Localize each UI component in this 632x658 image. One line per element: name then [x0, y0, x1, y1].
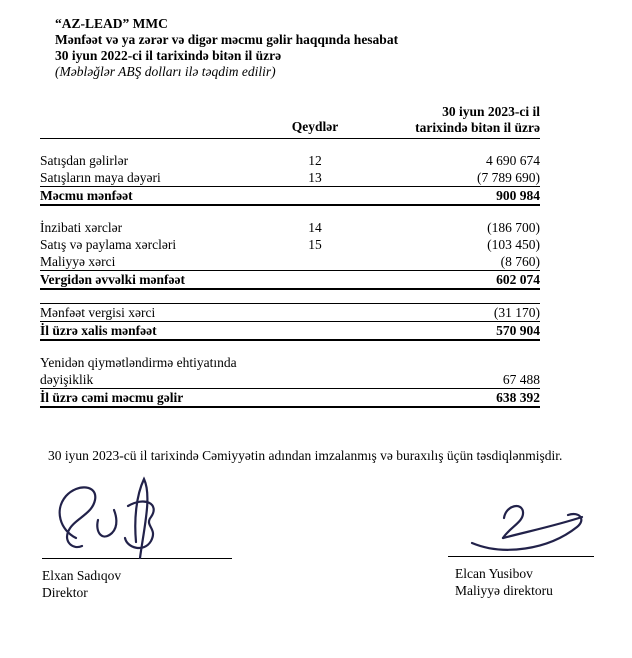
row-amount: 638 392: [496, 390, 540, 405]
approval-statement: 30 iyun 2023-cü il tarixində Cəmiyyətin adından imzalanmış və buraxılış üçün təsdiqlənmişdir.: [48, 448, 563, 463]
table-spacer: [40, 290, 540, 303]
signatory-name: Elcan Yusibov: [455, 566, 533, 581]
table-row: [40, 303, 540, 321]
row-amount: (186 700): [487, 220, 540, 235]
table-row-total: [40, 270, 540, 290]
table-row: [40, 253, 540, 270]
signatory-title: Direktor: [42, 585, 88, 600]
row-label: Satış və paylama xərcləri: [40, 237, 177, 252]
report-title: Mənfəət və ya zərər və digər məcmu gəlir haqqında hesabat: [55, 32, 399, 47]
row-label: Maliyyə xərci: [40, 254, 116, 269]
table-spacer: [40, 341, 540, 354]
period-column-header: [370, 104, 540, 135]
signature-line: [42, 558, 232, 559]
row-label: İnzibati xərclər: [40, 220, 123, 235]
signature-icon: [42, 474, 202, 566]
row-amount: 4 690 674: [486, 153, 540, 168]
row-label: Vergidən əvvəlki mənfəət: [40, 272, 185, 287]
row-amount: 900 984: [496, 188, 540, 203]
row-label: İl üzrə cəmi məcmu gəlir: [40, 390, 184, 405]
signature-line: [448, 556, 594, 557]
row-note: 15: [308, 237, 322, 252]
table-row: [40, 371, 540, 388]
report-header: [0, 0, 632, 80]
table-spacer: [40, 206, 540, 219]
table-row: [40, 152, 540, 169]
signatory-name: Elxan Sadıqov: [42, 568, 122, 583]
signature-block-finance-director: [448, 474, 594, 599]
row-amount: (7 789 690): [477, 170, 540, 185]
row-label: İl üzrə xalis mənfəət: [40, 323, 157, 338]
row-label: Mənfəət vergisi xərci: [40, 305, 156, 320]
row-label: Yenidən qiymətləndirmə ehtiyatında: [40, 355, 237, 370]
row-label: Satışdan gəlirlər: [40, 153, 129, 168]
table-spacer: [40, 139, 540, 152]
period-column-header-line1: 30 iyun 2023-ci il: [442, 104, 540, 119]
row-amount: 602 074: [496, 272, 540, 287]
table-row: [40, 219, 540, 236]
signature-block-director: [42, 474, 232, 601]
income-statement-table: [40, 104, 540, 408]
period-column-header-line2: tarixində bitən il üzrə: [415, 119, 540, 135]
row-amount: 67 488: [502, 372, 540, 387]
signatory-title: Maliyyə direktoru: [455, 583, 553, 598]
table-row-total: [40, 388, 540, 408]
row-note: 14: [308, 220, 322, 235]
table-header-row: [40, 104, 540, 139]
signature-icon: [448, 498, 594, 560]
notes-column-header: Qeydlər: [291, 119, 339, 134]
row-label: dəyişiklik: [40, 372, 94, 387]
row-amount: (31 170): [493, 305, 540, 320]
report-period: 30 iyun 2022-ci il tarixində bitən il üzrə: [55, 48, 282, 63]
row-amount: 570 904: [496, 323, 540, 338]
table-row-total: [40, 186, 540, 206]
table-row: [40, 354, 540, 371]
company-name: “AZ-LEAD” MMC: [55, 16, 168, 31]
row-label: Məcmu mənfəət: [40, 188, 133, 203]
table-row-total: [40, 321, 540, 341]
currency-note: (Məbləğlər ABŞ dolları ilə təqdim edilir): [55, 64, 276, 79]
row-amount: (103 450): [487, 237, 540, 252]
row-note: 12: [308, 153, 322, 168]
row-label: Satışların maya dəyəri: [40, 170, 161, 185]
row-note: 13: [308, 170, 322, 185]
row-amount: (8 760): [500, 254, 540, 269]
table-row: [40, 236, 540, 253]
table-row: [40, 169, 540, 186]
